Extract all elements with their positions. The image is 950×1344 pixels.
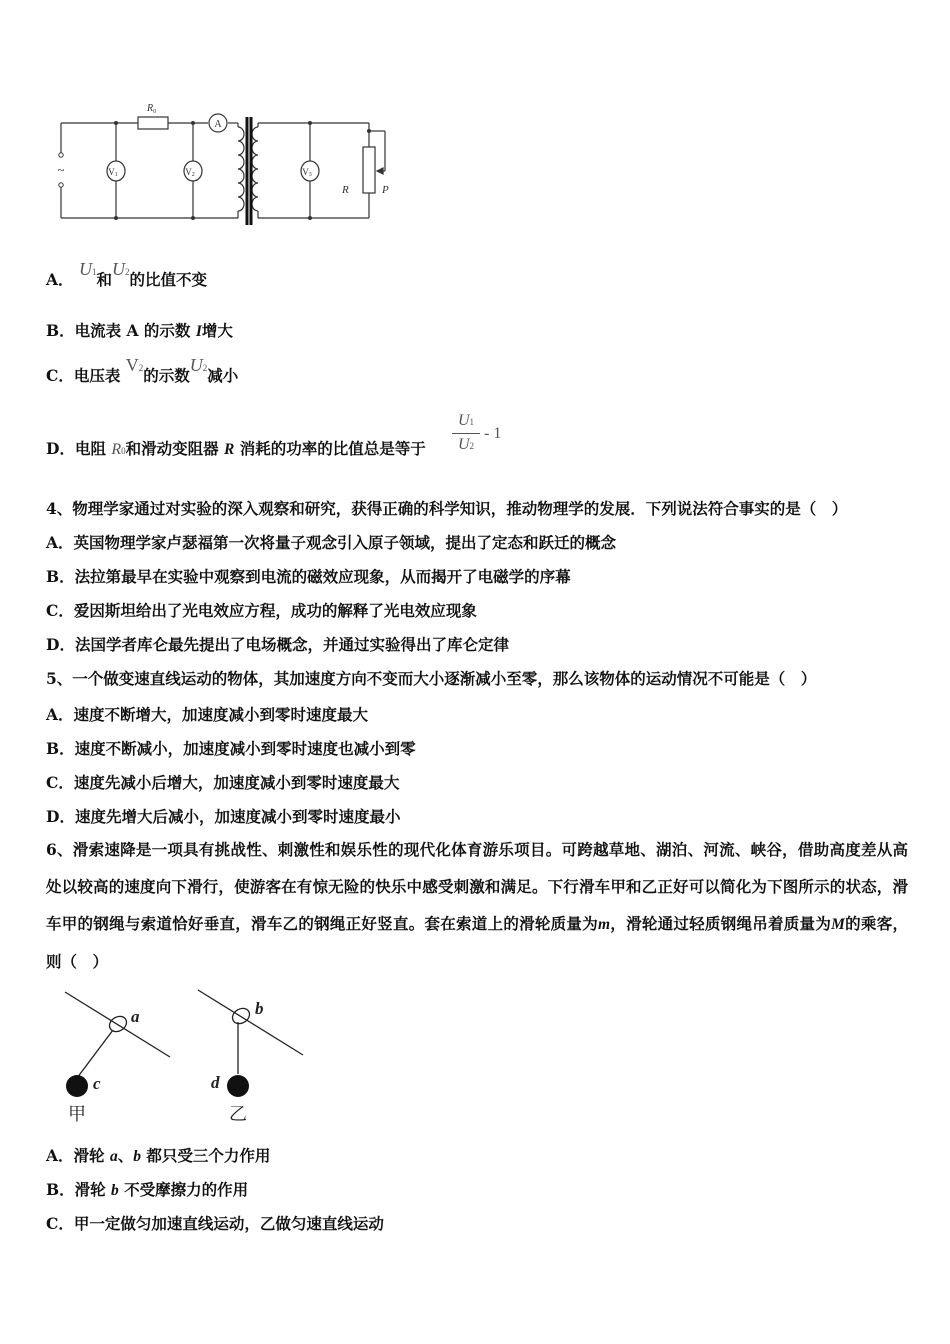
- q3-option-a: A． U1和U2的比值不变: [46, 259, 207, 289]
- q6-option-a: A．滑轮 a、b 都只受三个力作用: [46, 1146, 271, 1165]
- v3-label: V3: [302, 167, 312, 178]
- q6-stem: 6、滑索速降是一项具有挑战性、刺激性和娱乐性的现代化体育游乐项目。可跨越草地、湖泊、河流、峡谷，借助高度差从高处以较高的速度向下滑行，使游客在有惊无险的快乐中感受刺激和满足。下行滑车甲和乙正好可以简化为下图所示的状态，滑车甲的钢绳与索道恰好垂直，滑车乙的钢绳正好竖直。套在索道上的滑轮质量为m，滑轮通过轻质钢绳吊着质量为M的乘客，则（ ）: [46, 840, 908, 971]
- label-c: c: [93, 1074, 101, 1093]
- q5-option-c: C．速度先减小后增大，加速度减小到零时速度最大: [46, 773, 400, 792]
- v2-label: V2: [185, 167, 195, 178]
- q6-option-c: C．甲一定做匀加速直线运动，乙做匀速直线运动: [46, 1214, 384, 1233]
- circuit-diagram: [50, 95, 400, 235]
- r0-label: $R_0$: [147, 103, 157, 115]
- q4-stem: 4、物理学家通过对实验的深入观察和研究，获得正确的科学知识，推动物理学的发展．下列说法符合事实的是（ ）: [46, 499, 848, 518]
- q5-option-d: D．速度先增大后减小，加速度减小到零时速度最小: [46, 807, 401, 826]
- label-a: a: [131, 1007, 140, 1026]
- label-yi: 乙: [229, 1104, 247, 1125]
- label-b: b: [255, 999, 264, 1018]
- minus-one: - 1: [484, 425, 502, 442]
- q4-option-a: A．英国物理学家卢瑟福第一次将量子观念引入原子领域，提出了定态和跃迁的概念: [46, 533, 617, 552]
- q5-option-b: B．速度不断减小，加速度减小到零时速度也减小到零: [46, 739, 416, 758]
- q4-option-b: B．法拉第最早在实验中观察到电流的磁效应现象，从而揭开了电磁学的序幕: [46, 567, 571, 586]
- label-jia: 甲: [68, 1104, 86, 1125]
- q3-option-d: D．电阻 R0和滑动变阻器 R 消耗的功率的比值总是等于: [46, 439, 426, 458]
- fraction-u1-over-u2: U1 U2: [452, 411, 480, 456]
- q6-option-b: B．滑轮 b 不受摩擦力的作用: [46, 1180, 249, 1199]
- q3-option-b: B．电流表 A 的示数 I增大: [46, 321, 233, 340]
- ammeter-label: A: [214, 119, 222, 130]
- v1-label: V1: [108, 167, 118, 178]
- label-d: d: [211, 1073, 220, 1092]
- q4-option-d: D．法国学者库仑最先提出了电场概念，并通过实验得出了库仑定律: [46, 635, 509, 654]
- q4-option-c: C．爱因斯坦给出了光电效应方程，成功的解释了光电效应现象: [46, 601, 477, 620]
- r-label: R: [342, 184, 349, 196]
- q3-option-c: C．电压表 V2的示数U2减小: [46, 355, 239, 385]
- zipline-figure: [55, 982, 315, 1127]
- q5-stem: 5、一个做变速直线运动的物体，其加速度方向不变而大小逐渐减小至零，那么该物体的运动情况不可能是（ ）: [46, 669, 817, 688]
- ac-source-symbol: ~: [57, 162, 65, 177]
- p-label: P: [382, 184, 389, 196]
- q5-option-a: A．速度不断增大，加速度减小到零时速度最大: [46, 705, 369, 724]
